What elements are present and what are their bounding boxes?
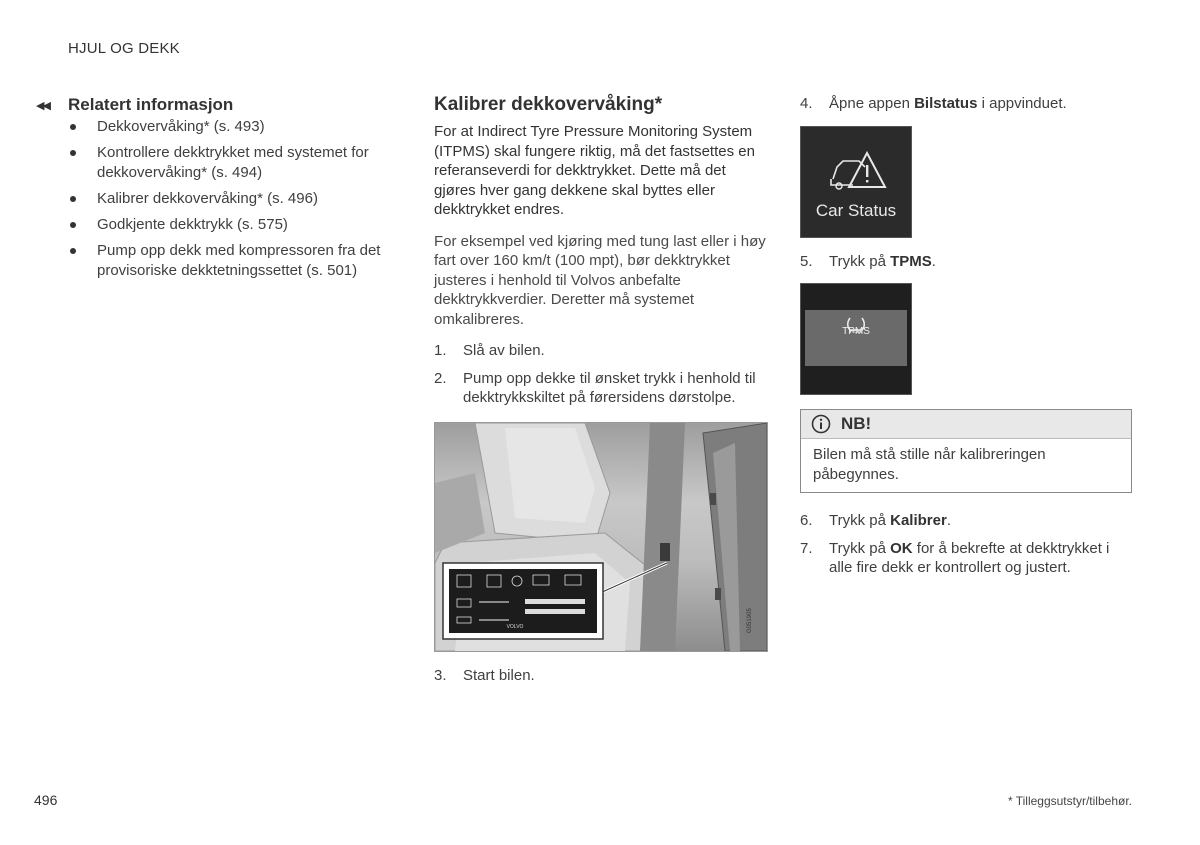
tpms-button-tile[interactable] xyxy=(800,283,912,395)
note-box xyxy=(800,409,1132,493)
door-pillar-illustration xyxy=(434,422,768,652)
step-item: 2. Pump opp dekke til ønsket trykk i henhold til dekktrykkskiltet på førersidens dørstolpe. xyxy=(434,369,756,406)
note-header xyxy=(801,410,1131,439)
steps-list-2 xyxy=(434,666,768,686)
tpms-label: TPMS xyxy=(842,326,870,337)
bullet-icon xyxy=(70,222,76,228)
step-item: 1. Slå av bilen. xyxy=(434,342,545,359)
note-text: Bilen må stå stille når kalibreringen påbegynnes. xyxy=(813,446,1046,483)
step-item: 3. Start bilen. xyxy=(434,666,535,684)
bullet-icon xyxy=(70,248,76,254)
related-header xyxy=(36,95,396,115)
bullet-icon xyxy=(70,196,76,202)
step-item: 4. Åpne appen Bilstatus i appvinduet. xyxy=(800,95,1067,112)
related-list xyxy=(36,117,396,281)
page-title: Kalibrer dekkovervåking* xyxy=(434,94,663,115)
label-brand-text: VOLVO xyxy=(506,623,524,630)
steps-6-7 xyxy=(800,511,1132,578)
note-title: NB! xyxy=(841,414,872,433)
steps-list-1 xyxy=(434,341,768,408)
double-back-arrow-icon[interactable]: ◀◀ xyxy=(36,99,49,112)
page-number: 496 xyxy=(34,792,58,808)
related-link[interactable]: Dekkovervåking* (s. 493) xyxy=(68,117,396,137)
related-link[interactable]: Kalibrer dekkovervåking* (s. 496) xyxy=(68,189,396,209)
kalibrer-bold: Kalibrer xyxy=(890,512,947,529)
footnote: * Tilleggsutstyr/tilbehør. xyxy=(1007,794,1132,808)
related-link[interactable]: Kontrollere dekktrykket med systemet for dekkovervåking* (s. 494) xyxy=(68,143,396,183)
related-information xyxy=(36,95,396,287)
related-link[interactable]: Godkjente dekktrykk (s. 575) xyxy=(68,215,396,235)
right-column xyxy=(800,94,1132,586)
tpms-button[interactable] xyxy=(805,310,907,366)
car-status-label: Car Status xyxy=(815,200,897,220)
intro-paragraph: For at Indirect Tyre Pressure Monitoring System (ITPMS) skal fungere riktig, må det fastsettes en referanseverdi for dekktrykket. Dette må det gjøres hver gang dekkene skal byttes eller dekktrykket endres. xyxy=(434,123,755,218)
app-name-bilstatus: Bilstatus xyxy=(914,95,978,112)
ok-bold: OK xyxy=(890,539,913,557)
example-paragraph: For eksempel ved kjøring med tung last eller i høy fart over 160 km/t (100 mpt), bør dekktrykket justeres i henhold til Volvos anbefalte dekktrykkverdier. Deretter må systemet omkalibreres. xyxy=(434,232,766,328)
car-status-app-tile[interactable] xyxy=(800,126,912,238)
bullet-icon xyxy=(70,150,76,156)
car-warning-icon xyxy=(829,149,887,193)
related-link[interactable]: Pump opp dekk med kompressoren fra det provisoriske dekktetningssettet (s. 501) xyxy=(68,241,396,281)
tpms-bold: TPMS xyxy=(890,252,932,270)
step-item: 7. Trykk på OK for å bekrefte at dekktrykket i alle fire dekk er kontrollert og justert. xyxy=(800,539,1110,576)
step-item: 5. Trykk på TPMS. xyxy=(800,252,936,270)
step-item: 6. Trykk på Kalibrer. xyxy=(800,512,951,529)
step-5 xyxy=(800,252,1132,272)
image-code-text: G051905 xyxy=(747,607,753,633)
section-header: HJUL OG DEKK xyxy=(68,40,180,57)
info-icon xyxy=(811,414,831,434)
bullet-icon xyxy=(70,124,76,130)
related-title: Relatert informasjon xyxy=(68,95,234,114)
main-content xyxy=(434,94,768,693)
step-4 xyxy=(800,94,1132,114)
car-interior-drawing xyxy=(435,423,767,651)
